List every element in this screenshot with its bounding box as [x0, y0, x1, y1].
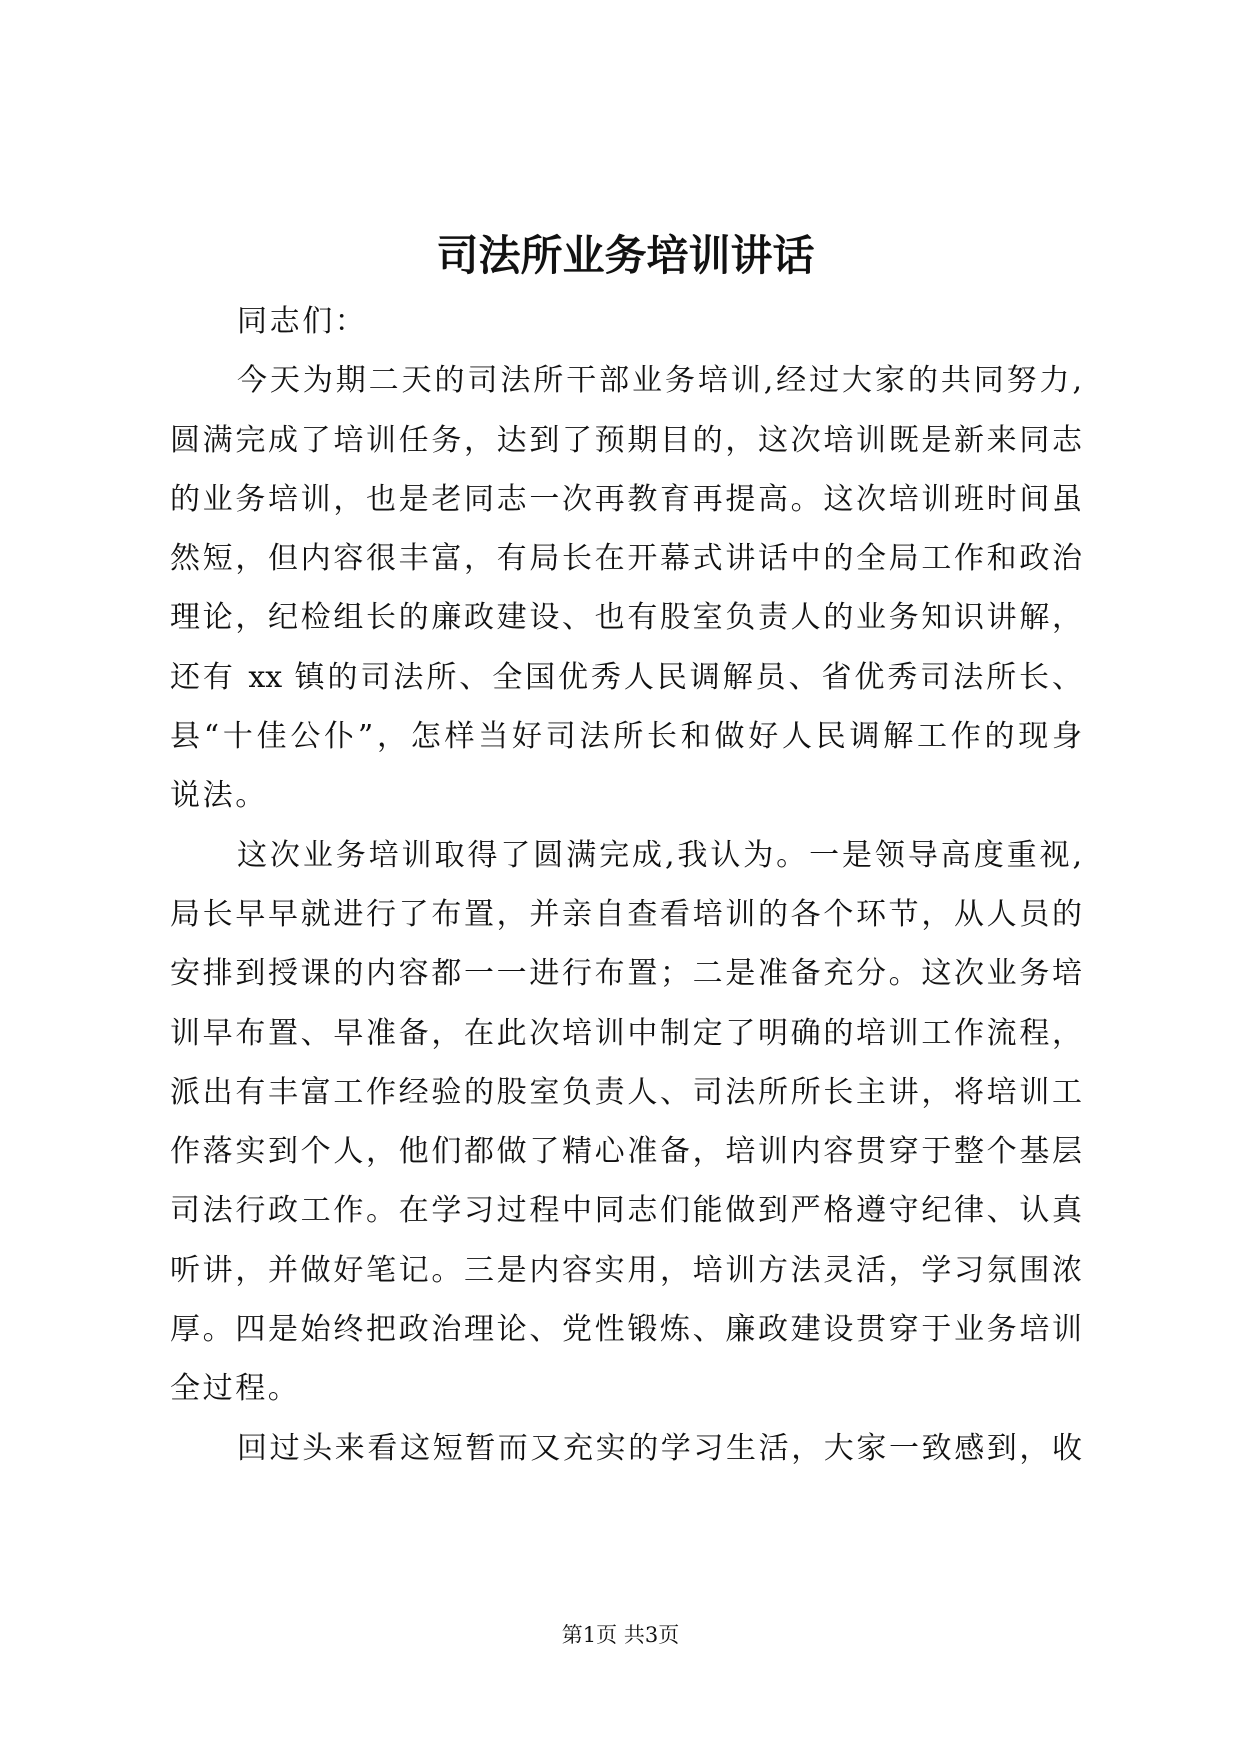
- paragraph-line: 厚。四是始终把政治理论、党性锻炼、廉政建设贯穿于业务培训: [170, 1312, 1082, 1348]
- paragraph-line: 司法行政工作。在学习过程中同志们能做到严格遵守纪律、认真: [170, 1193, 1082, 1229]
- paragraphs: [170, 351, 1085, 1478]
- paragraph-line: 然短，但内容很丰富，有局长在开幕式讲话中的全局工作和政治: [170, 541, 1082, 577]
- paragraph-line: 局长早早就进行了布置，并亲自查看培训的各个环节，从人员的: [170, 896, 1082, 932]
- paragraph-line: 派出有丰富工作经验的股室负责人、司法所所长主讲，将培训工: [170, 1074, 1082, 1110]
- paragraph-line: 安排到授课的内容都一一进行布置；二是准备充分。这次业务培: [170, 956, 1082, 992]
- paragraph-line: 说法。: [170, 778, 268, 814]
- paragraph-line: 听讲，并做好笔记。三是内容实用，培训方法灵活，学习氛围浓: [170, 1252, 1082, 1288]
- paragraph-line: 理论，纪检组长的廉政建设、也有股室负责人的业务知识讲解，: [170, 600, 1082, 636]
- document-body: [170, 292, 1085, 1478]
- paragraph: [170, 1419, 1085, 1478]
- paragraph-line: 今天为期二天的司法所干部业务培训,经过大家的共同努力,: [237, 363, 1082, 399]
- paragraph: [170, 351, 1082, 825]
- paragraph-line: 圆满完成了培训任务，达到了预期目的，这次培训既是新来同志: [170, 422, 1082, 458]
- paragraph-line: 全过程。: [170, 1371, 301, 1407]
- document-title: 司法所业务培训讲话: [436, 231, 815, 280]
- paragraph-line: 县“十佳公仆”，怎样当好司法所长和做好人民调解工作的现身: [170, 719, 1082, 755]
- paragraph-line: 训早布置、早准备，在此次培训中制定了明确的培训工作流程，: [170, 1015, 1082, 1051]
- paragraph: [170, 826, 1082, 1419]
- paragraph-line: 回过头来看这短暂而又充实的学习生活，大家一致感到，收: [237, 1430, 1085, 1466]
- page-footer: 第1页 共3页: [561, 1623, 680, 1647]
- paragraph-line: 这次业务培训取得了圆满完成,我认为。一是领导高度重视,: [237, 837, 1082, 873]
- salutation: 同志们：: [237, 304, 368, 339]
- paragraph-line: 还有 xx 镇的司法所、全国优秀人民调解员、省优秀司法所长、: [170, 659, 1082, 695]
- paragraph-line: 作落实到个人，他们都做了精心准备，培训内容贯穿于整个基层: [170, 1134, 1082, 1170]
- paragraph-line: 的业务培训，也是老同志一次再教育再提高。这次培训班时间虽: [170, 481, 1082, 517]
